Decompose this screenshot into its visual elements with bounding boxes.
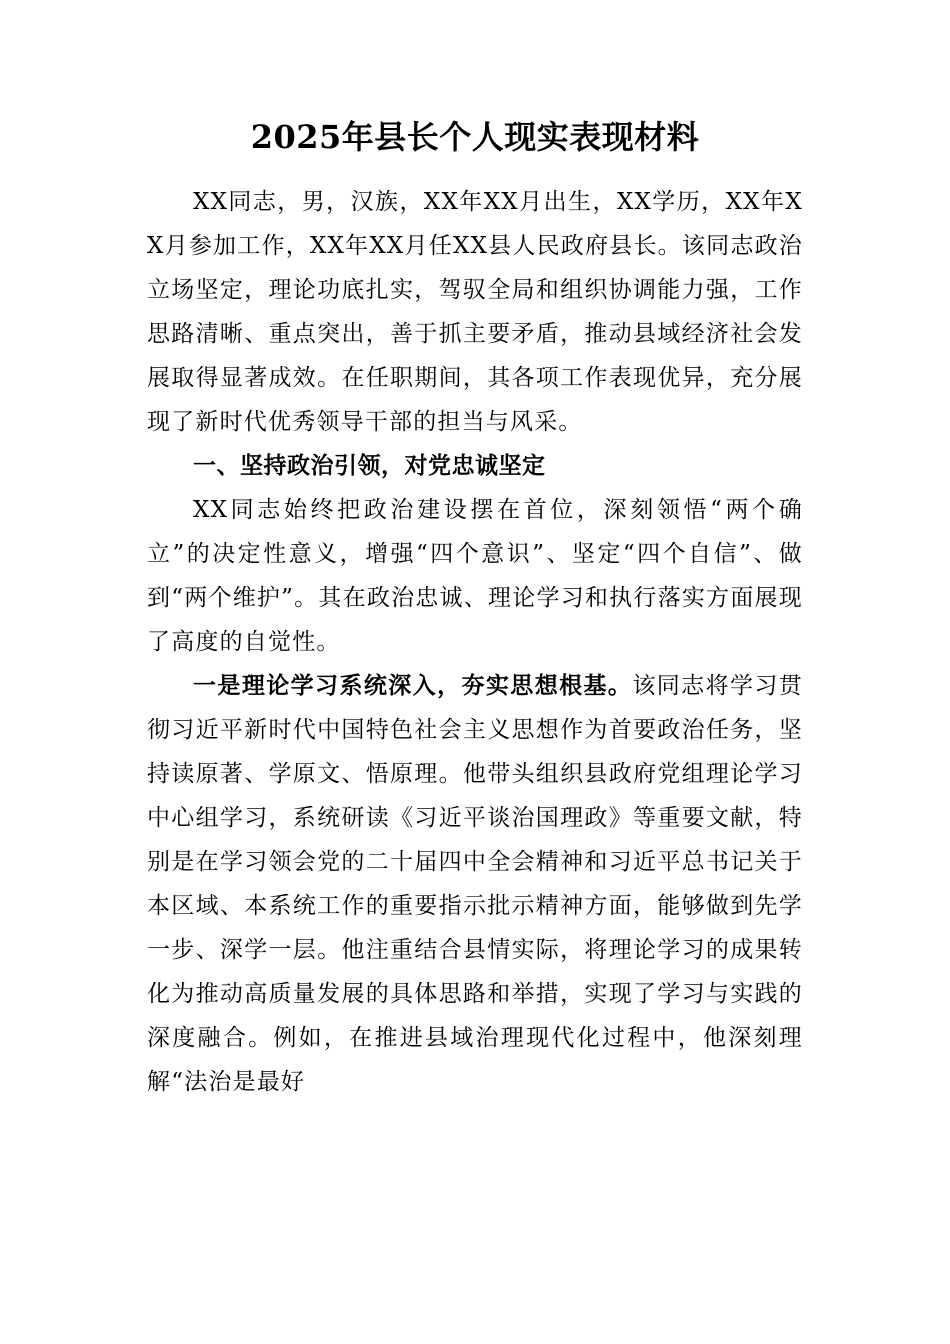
document-body (147, 180, 803, 1104)
document-title: 2025年县长个人现实表现材料 (250, 118, 700, 156)
point-lead: 一是理论学习系统深入，夯实思想根基。 (193, 672, 633, 699)
section-heading: 一、坚持政治引领，对党忠诚坚定 (193, 453, 546, 479)
section-paragraph: XX同志始终把政治建设摆在首位，深刻领悟“两个确立”的决定性意义，增强“四个意识”、坚定“四个自信”、做到“两个维护”。其在政治忠诚、理论学习和执行落实方面展现了高度的自觉性。 (147, 497, 803, 655)
point-text: 该同志将学习贯彻习近平新时代中国特色社会主义思想作为首要政治任务，坚持读原著、学原文、悟原理。他带头组织县政府党组理论学习中心组学习，系统研读《习近平谈治国理政》等重要文献，特别是在学习领会党的二十届四中全会精神和习近平总书记关于本区域、本系统工作的重要指示批示精神方面，能够做到先学一步、深学一层。他注重结合县情实际，将理论学习的成果转化为推动高质量发展的具体思路和举措，实现了学习与实践的深度融合。例如，在推进县域治理现代化过程中，他深刻理解“法治是最好 (147, 673, 803, 1095)
point-paragraph (147, 664, 803, 1104)
intro-paragraph: XX同志，男，汉族，XX年XX月出生，XX学历，XX年XX月参加工作，XX年XX月任XX县人民政府县长。该同志政治立场坚定，理论功底扎实，驾驭全局和组织协调能力强，工作思路清晰、重点突出，善于抓主要矛盾，推动县域经济社会发展取得显著成效。在任职期间，其各项工作表现优异，充分展现了新时代优秀领导干部的担当与风采。 (147, 189, 803, 435)
